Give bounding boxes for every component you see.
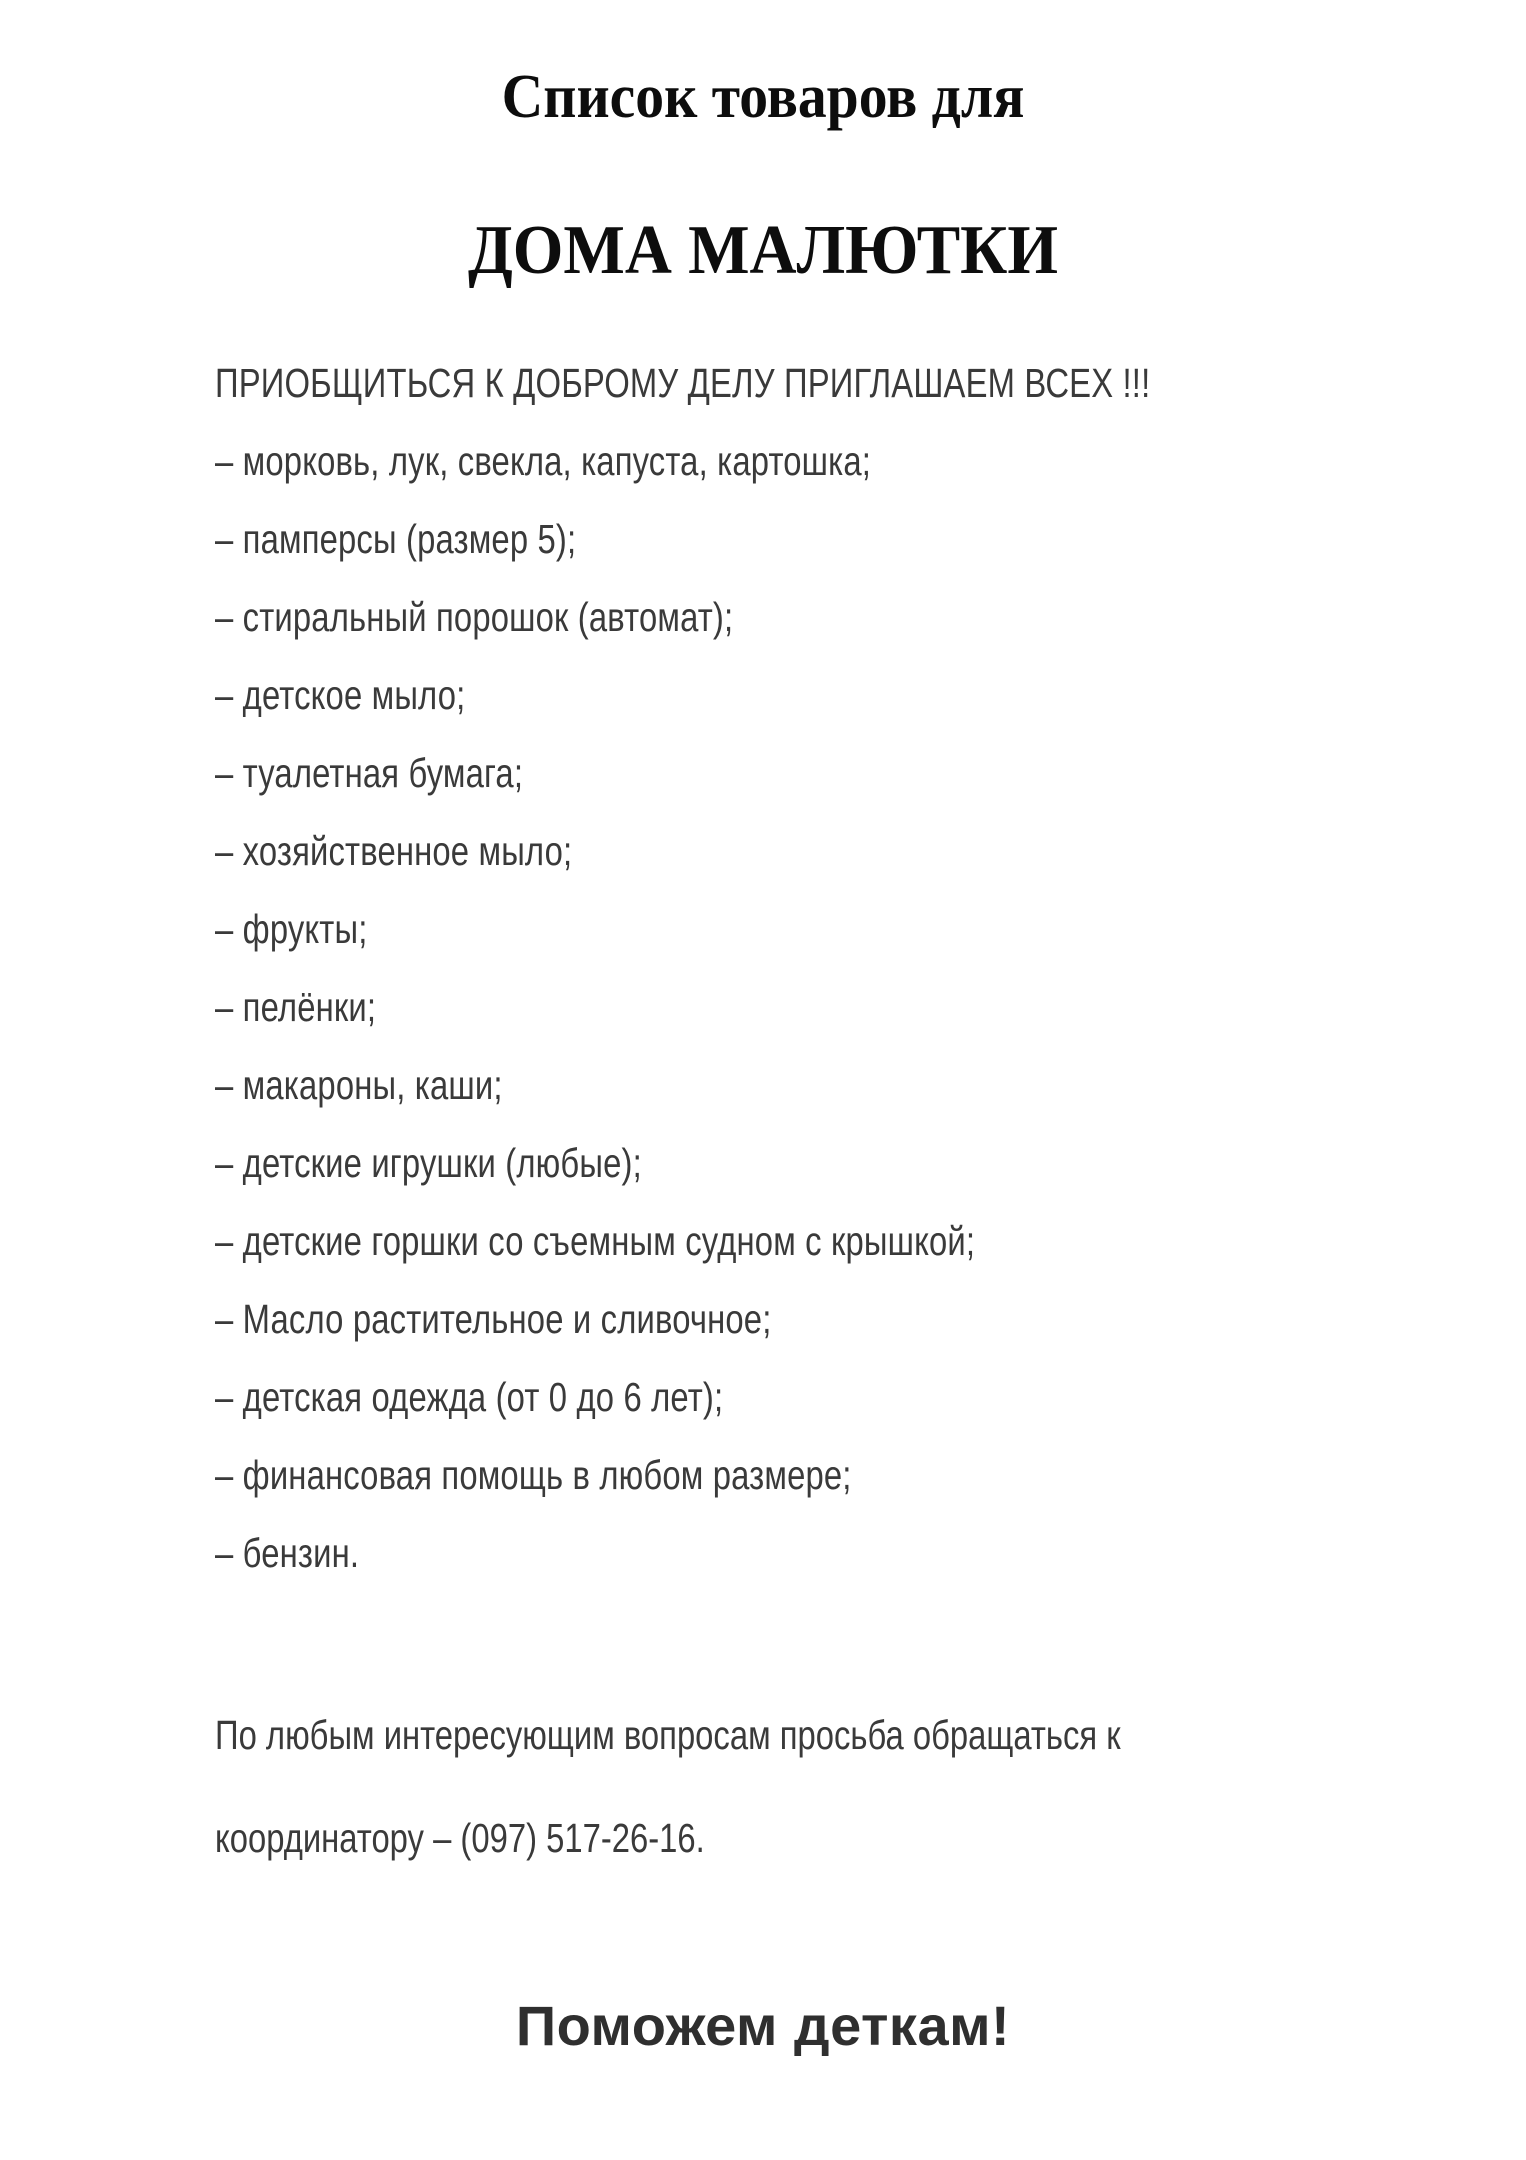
list-item: – детские игрушки (любые); — [215, 1140, 642, 1187]
list-item: – детские горшки со съемным судном с крышкой; — [215, 1218, 976, 1265]
list-item: – финансовая помощь в любом размере; — [215, 1452, 852, 1499]
list-item: – памперсы (размер 5); — [215, 516, 577, 563]
list-item: – стиральный порошок (автомат); — [215, 594, 734, 641]
contact-information — [0, 1704, 1526, 1869]
list-item: – макароны, каши; — [215, 1062, 503, 1109]
list-item: – детская одежда (от 0 до 6 лет); — [215, 1374, 724, 1421]
contact-text-line-1: По любым интересующим вопросам просьба обращаться к — [215, 1712, 1121, 1759]
list-item: – Масло растительное и сливочное; — [215, 1296, 772, 1343]
page-title-line-1: Список товаров для — [501, 62, 1025, 131]
closing-slogan-container — [0, 1994, 1526, 2058]
contact-coordinator-phone: координатору – (097) 517-26-16. — [215, 1815, 705, 1862]
list-item: – туалетная бумага; — [215, 750, 524, 797]
intro-call-to-action: ПРИОБЩИТЬСЯ К ДОБРОМУ ДЕЛУ ПРИГЛАШАЕМ ВСЕХ !!! — [215, 360, 1151, 407]
list-item: – морковь, лук, свекла, капуста, картошка; — [215, 438, 872, 485]
page-title-line-2: ДОМА МАЛЮТКИ — [467, 212, 1059, 290]
needed-items-list — [215, 422, 1466, 1592]
closing-slogan: Поможем деткам! — [515, 1994, 1011, 2058]
list-item: – бензин. — [215, 1530, 360, 1577]
list-item: – пелёнки; — [215, 984, 377, 1031]
list-item: – хозяйственное мыло; — [215, 828, 573, 875]
list-item: – детское мыло; — [215, 672, 466, 719]
request-body — [0, 344, 1526, 1592]
list-item: – фрукты; — [215, 906, 368, 953]
